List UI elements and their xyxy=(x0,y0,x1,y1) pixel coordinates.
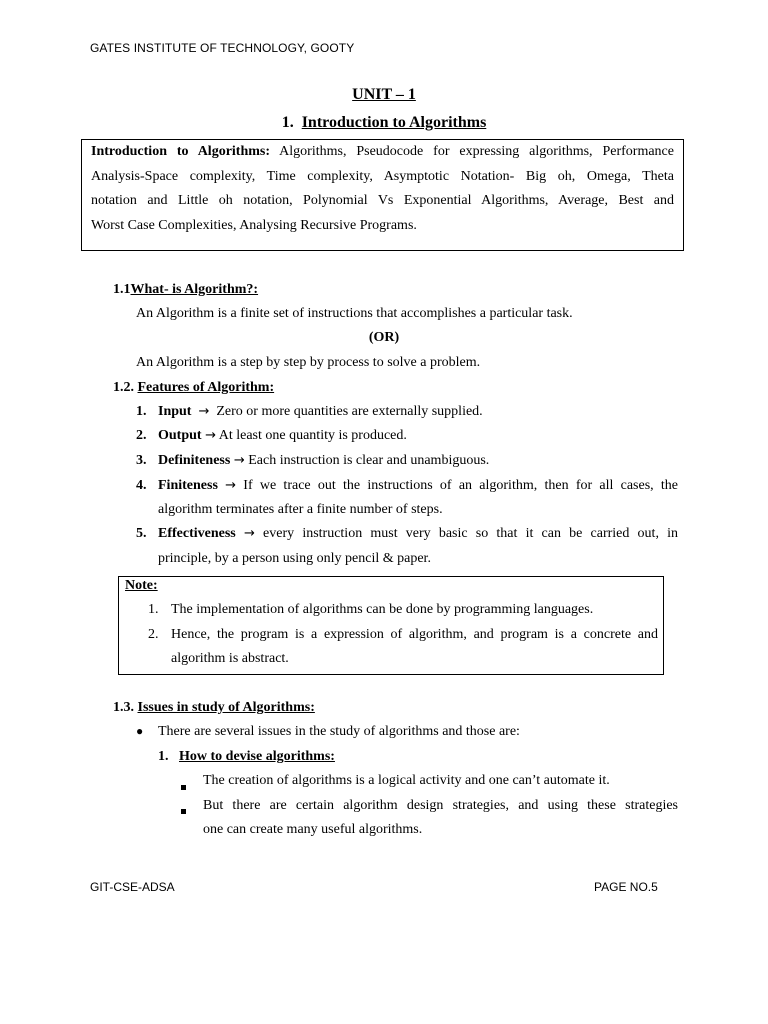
section-1-1-heading: 1.1What- is Algorithm?: xyxy=(113,282,259,297)
feature-continuation: principle, by a person using only pencil & paper. xyxy=(158,551,431,566)
feature-item: 5. Effectiveness → every instruction must very basic so that it can be carried out, in xyxy=(136,526,679,541)
note-item-continuation: algorithm is abstract. xyxy=(171,651,289,666)
note-item-text: The implementation of algorithms can be done by programming languages. xyxy=(171,602,594,617)
bullet-icon: ● xyxy=(136,724,144,738)
summary-line-2: Analysis-Space complexity, Time complexity, Asymptotic Notation- Big oh, Omega, Theta xyxy=(91,168,674,184)
summary-label: Introduction to Algorithms: xyxy=(91,144,271,159)
summary-line-1: Introduction to Algorithms: Algorithms, Pseudocode for expressing algorithms, Performance xyxy=(91,144,674,159)
summary-line-3: notation and Little oh notation, Polynomial Vs Exponential Algorithms, Average, Best and xyxy=(91,193,674,208)
section-1-2-heading: 1.2. Features of Algorithm: xyxy=(113,380,275,395)
feature-item: 3. Definiteness → Each instruction is clear and unambiguous. xyxy=(136,453,490,468)
note-label: Note: xyxy=(125,578,158,593)
feature-item: 1. Input → Zero or more quantities are externally supplied. xyxy=(136,404,483,419)
chapter-title-text: Introduction to Algorithms xyxy=(301,114,487,131)
unit-title: UNIT – 1 xyxy=(352,86,416,103)
feature-item: 2. Output → At least one quantity is produced. xyxy=(136,428,407,443)
subsection-heading: 1. How to devise algorithms: xyxy=(158,749,335,764)
feature-item: 4. Finiteness → If we trace out the instructions of an algorithm, then for all cases, the xyxy=(136,478,679,493)
right-arrow-icon: → xyxy=(243,526,255,541)
note-item-number: 1. xyxy=(148,602,159,617)
page-header: GATES INSTITUTE OF TECHNOLOGY, GOOTY xyxy=(90,41,355,55)
square-bullet-icon xyxy=(181,803,186,819)
or-separator: (OR) xyxy=(368,330,400,345)
chapter-number: 1. xyxy=(281,114,294,131)
point-continuation: one can create many useful algorithms. xyxy=(203,822,423,837)
right-arrow-icon: → xyxy=(233,453,245,468)
summary-box xyxy=(81,139,684,251)
algorithm-definition-1: An Algorithm is a finite set of instructions that accomplishes a particular task. xyxy=(136,306,573,321)
footer-course-code: GIT-CSE-ADSA xyxy=(90,880,175,894)
right-arrow-icon: → xyxy=(225,478,237,493)
note-box xyxy=(118,576,664,675)
right-arrow-icon: → xyxy=(198,404,210,419)
chapter-title xyxy=(0,114,768,132)
square-bullet-icon xyxy=(181,779,186,795)
point-text: But there are certain algorithm design strategies, and using these strategies xyxy=(203,798,678,813)
footer-page-number: PAGE NO.5 xyxy=(594,880,658,894)
right-arrow-icon: → xyxy=(205,428,216,443)
algorithm-definition-2: An Algorithm is a step by step by process to solve a problem. xyxy=(136,355,481,370)
bullet-item: ● There are several issues in the study of algorithms and those are: xyxy=(136,724,520,739)
note-item-number: 2. xyxy=(148,627,159,642)
summary-line-4: Worst Case Complexities, Analysing Recursive Programs. xyxy=(91,217,417,233)
section-1-3-heading: 1.3. Issues in study of Algorithms: xyxy=(113,700,315,715)
feature-continuation: algorithm terminates after a finite number of steps. xyxy=(158,502,443,517)
note-item-text: Hence, the program is a expression of algorithm, and program is a concrete and xyxy=(171,627,658,642)
point-text: The creation of algorithms is a logical activity and one can’t automate it. xyxy=(203,773,610,788)
